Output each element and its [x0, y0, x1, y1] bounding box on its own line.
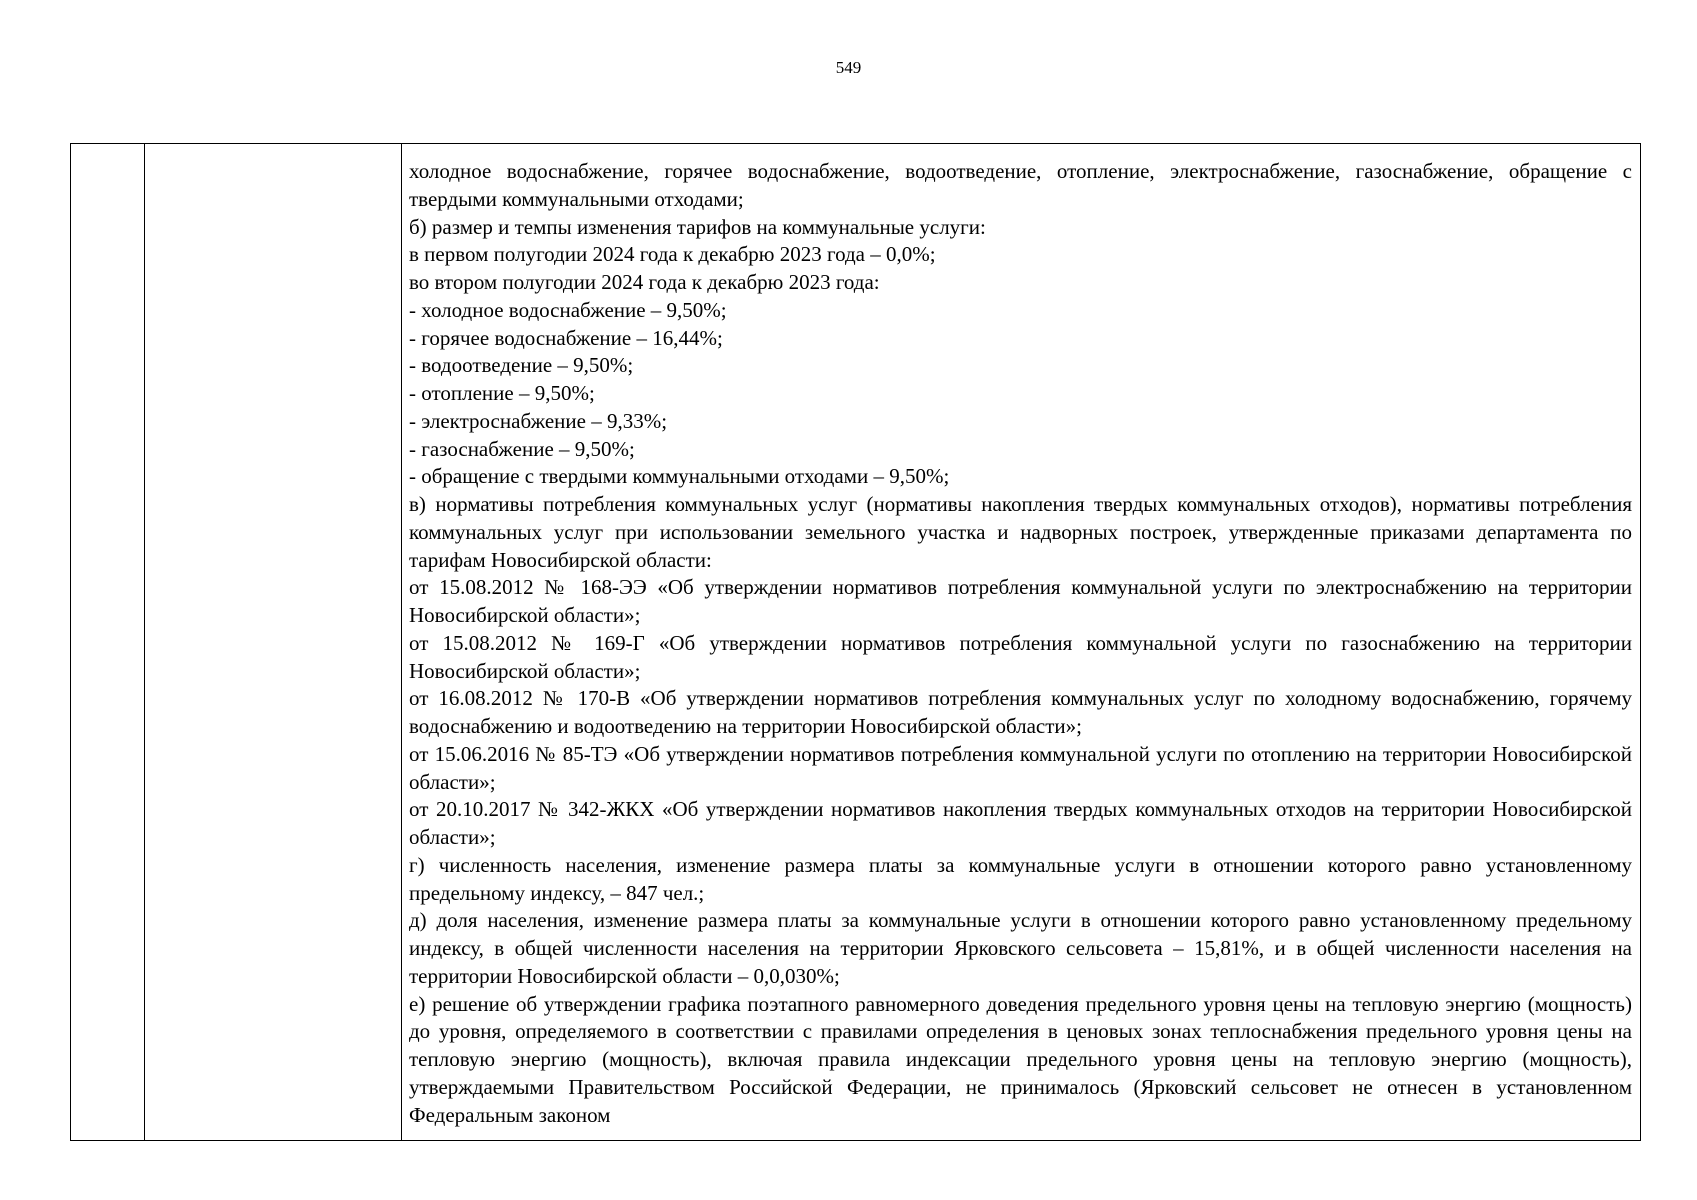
paragraph: от 15.08.2012 № 168-ЭЭ «Об утверждении нормативов потребления коммунальной услуги по электроснабжению на территории Новосибирской области»; — [409, 575, 1632, 627]
paragraph: от 20.10.2017 № 342-ЖКХ «Об утверждении нормативов накопления твердых коммунальных отходов на территории Новосибирской области»; — [409, 797, 1632, 849]
page-number: 549 — [835, 58, 862, 77]
paragraph: д) доля населения, изменение размера платы за коммунальные услуги в отношении которого равно установленному предельному индексу, в общей численности населения на территории Ярковского сельсовета – 15,81%, и в общей численности населения на территории Новосибирской области – 0,0,030%; — [409, 908, 1632, 988]
list-item: - водоотведение – 9,50%; — [409, 353, 634, 378]
list-item: - обращение с твердыми коммунальными отходами – 9,50%; — [409, 464, 950, 489]
paragraph: от 16.08.2012 № 170-В «Об утверждении нормативов потребления коммунальных услуг по холодному водоснабжению, горячему водоснабжению и водоотведению на территории Новосибирской области»; — [409, 686, 1632, 738]
list-item: - газоснабжение – 9,50%; — [409, 436, 635, 461]
text-cell — [409, 158, 1632, 1140]
paragraph: в первом полугодии 2024 года к декабрю 2023 года – 0,0%; — [409, 242, 936, 267]
paragraph: в) нормативы потребления коммунальных услуг (нормативы накопления твердых коммунальных отходов), нормативы потребления коммунальных услуг при использовании земельного участка и надворных построек, утвержденные приказами департамента по тарифам Новосибирской области: — [409, 492, 1632, 572]
column-divider-1 — [144, 144, 145, 1140]
paragraph: от 15.06.2016 № 85-ТЭ «Об утверждении нормативов потребления коммунальной услуги по отоплению на территории Новосибирской области»; — [409, 741, 1632, 794]
paragraph: во втором полугодии 2024 года к декабрю 2023 года: — [409, 270, 880, 294]
document-table — [70, 143, 1641, 1141]
list-item: - холодное водоснабжение – 9,50%; — [409, 297, 727, 322]
paragraph: от 15.08.2012 № 169-Г «Об утверждении нормативов потребления коммунальной услуги по газоснабжению на территории Новосибирской области»; — [409, 630, 1632, 683]
paragraph: холодное водоснабжение, горячее водоснабжение, водоотведение, отопление, электроснабжение, газоснабжение, обращение с твердыми коммунальными отходами; — [409, 159, 1632, 211]
list-item: - отопление – 9,50%; — [409, 381, 595, 405]
column-divider-2 — [401, 144, 402, 1140]
paragraph: г) численность населения, изменение размера платы за коммунальные услуги в отношении которого равно установленному предельному индексу, – 847 чел.; — [409, 852, 1632, 905]
paragraph: б) размер и темпы изменения тарифов на коммунальные услуги: — [409, 214, 986, 239]
list-item: - электроснабжение – 9,33%; — [409, 408, 668, 433]
list-item: - горячее водоснабжение – 16,44%; — [409, 325, 723, 350]
paragraph: е) решение об утверждении графика поэтапного равномерного доведения предельного уровня цены на тепловую энергию (мощность) до уровня, определяемого в соответствии с правилами определения в ценовых зонах теплоснабжения предельного уровня цены на тепловую энергию (мощность), включая правила индексации предельного уровня цены на тепловую энергию (мощность), утверждаемыми Правительством Российской Федерации, не принималось (Ярковский сельсовет не отнесен в установленном Федеральным законом — [409, 991, 1632, 1127]
